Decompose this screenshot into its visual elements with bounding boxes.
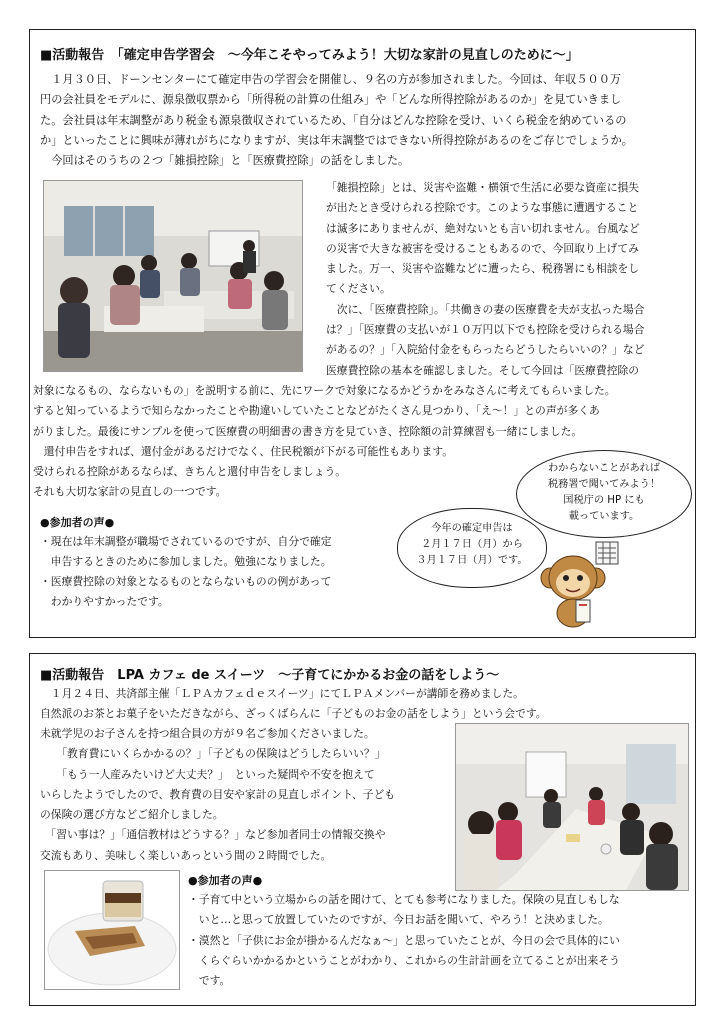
voice-line: ・漠然と「子供にお金が掛かるんだなぁ～」と思っていたことが、今日の会で具体的にい: [188, 933, 620, 947]
section2-intro: [40, 684, 690, 725]
text-line: た。会社員は年末調整があり税金も源泉徴収されているため、「自分はどんな控除を受け、いくら税金を納めているの: [40, 113, 627, 127]
voice-line: 申告するときのために参加しました。勉強になりました。: [40, 555, 332, 568]
bubble-line: ２月１７日（月）から: [421, 539, 523, 550]
section2-voices: [188, 890, 688, 991]
section1-title: ■活動報告 「確定申告学習会 ～今年こそやってみよう！大切な家計の見直しのために～」: [40, 48, 579, 63]
text-line: 未就学児のお子さんを持つ組合員の方が９名ご参加くださいました。: [40, 727, 375, 740]
voice-line: いと…と思って放置していたのですが、今日お話を聞いて、やろう！と決めました。: [188, 913, 609, 927]
text-line: 円の会社員をモデルに、源泉徴収票から「所得税の計算の仕組み」や「どんな所得控除があるのか」を見ていきまし: [40, 93, 622, 107]
text-line: があるの？」「入院給付金をもらったらどうしたらいいの？」など: [326, 343, 645, 357]
text-line: 交流もあり、美味しく楽しいあっという間の２時間でした。: [40, 848, 332, 862]
text-line: いらしたようでしたので、教育費の目安や家計の見直しポイント、子ども: [40, 787, 396, 801]
text-line: 医療費控除の基本を確認しました。そして今回は「医療費控除の: [326, 363, 640, 377]
text-line: １月２４日、共済部主催「ＬＰＡカフェｄｅスイーツ」にてＬＰＡメンバーが講師を務めました。: [40, 687, 524, 700]
text-line: 「習い事は？」「通信教材はどうする？」など参加者同士の情報交換や: [40, 828, 386, 842]
section1-intro: [40, 70, 690, 171]
text-line: １月３０日、ドーンセンターにて確定申告の学習会を開催し、９名の方が参加されました。今回は、年収５００万: [40, 73, 622, 86]
text-line: が出たとき受けられる控除です。このような事態に遭遇すること: [326, 201, 639, 215]
section2-voices-heading: ●参加者の声●: [188, 874, 263, 887]
text-line: それも大切な家計の見直しの一つです。: [33, 485, 227, 499]
section2-title: ■活動報告 LPA カフェ de スイーツ ～子育てにかかるお金の話をしよう～: [40, 668, 500, 683]
bubble-line: 今年の確定申告は: [431, 523, 513, 534]
text-line: 「雑損控除」とは、災害や盗難・横領で生活に必要な資産に損失: [326, 181, 640, 194]
text-line: か」といったことに興味が薄れがちになりますが、実は年末調整ではできない所得控除があるのをご存じでしょうか。: [40, 133, 633, 147]
voice-line: ・現在は年末調整が職場でされているのですが、自分で確定: [40, 535, 332, 548]
voice-line: です。: [188, 974, 231, 988]
bubble-line: 載っています。: [568, 511, 640, 522]
text-line: 「教育費にいくらかかるの？」「子どもの保険はどうしたらいい？」: [40, 747, 386, 761]
text-line: 「もう一人産みたいけど大丈夫？」 といった疑問や不安を抱えて: [40, 767, 375, 781]
text-line: 還付申告をすれば、還付金があるだけでなく、住民税額が下がる可能性もあります。: [33, 444, 453, 458]
text-line: てください。: [326, 282, 391, 296]
bubble-line: わからないことがあれば: [547, 463, 661, 474]
bubble-line: 税務署で聞いてみよう！: [547, 479, 661, 490]
monkey-mascot-icon: [540, 538, 630, 630]
section1-right-column: [326, 178, 686, 381]
voices-heading: ●参加者の声●: [40, 516, 115, 529]
text-line: すると知っているようで知らなかったことや勘違いしていたことなどがたくさん見つかり、「え～！」との声が多くあ: [33, 404, 600, 418]
text-line: は滅多にありませんが、絶対ないとも言い切れません。台風など: [326, 221, 640, 235]
voice-line: くらぐらいかかるかということがわかり、これからの生計計画を立てることが出来そう: [188, 953, 620, 967]
advice-bubble: [516, 450, 692, 538]
cafe-meeting-photo: [455, 723, 689, 891]
text-line: 今回はそのうちの２つ「雑損控除」と「医療費控除」の話をしました。: [40, 154, 410, 168]
classroom-photo: [43, 180, 303, 372]
text-line: 次に、「医療費控除」。「共働きの妻の医療費を夫が支払った場合: [326, 302, 645, 316]
sweets-photo: [44, 870, 180, 990]
section1-voices: [40, 532, 390, 612]
text-line: 自然派のお茶とお菓子をいただきながら、ざっくばらんに「子どものお金の話をしよう」という会です。: [40, 707, 547, 721]
section2-body: [40, 724, 450, 866]
text-line: の災害で大きな被害を受けることもあるので、今回取り上げてみ: [326, 241, 639, 255]
bubble-line: 国税庁の HP にも: [563, 495, 645, 506]
text-line: がりました。最後にサンプルを使って医療費の明細書の書き方を見ていき、控除額の計算練習も一緒にしました。: [33, 424, 583, 438]
voice-line: わかりやすかったです。: [40, 595, 169, 608]
text-line: ました。万一、災害や盗難などに遭ったら、税務署にも相談をし: [326, 262, 640, 276]
text-line: は？」「医療費の支払いが１０万円以下でも控除を受けられる場合: [326, 323, 645, 337]
text-line: 受けられる控除があるならば、きちんと還付申告をしましょう。: [33, 465, 347, 479]
voice-line: ・医療費控除の対象となるものとならないものの例があって: [40, 575, 332, 588]
voice-line: ・子育て中という立場からの話を聞けて、とても参考になりました。保険の見直しもしな: [188, 893, 620, 906]
bubble-line: ３月１７日（月）です。: [416, 555, 528, 566]
text-line: の保険の選び方などご紹介しました。: [40, 808, 224, 822]
text-line: 対象になるもの、ならないもの」を説明する前に、先にワークで対象になるかどうかをみなさんに考えてもらいました。: [33, 384, 616, 397]
